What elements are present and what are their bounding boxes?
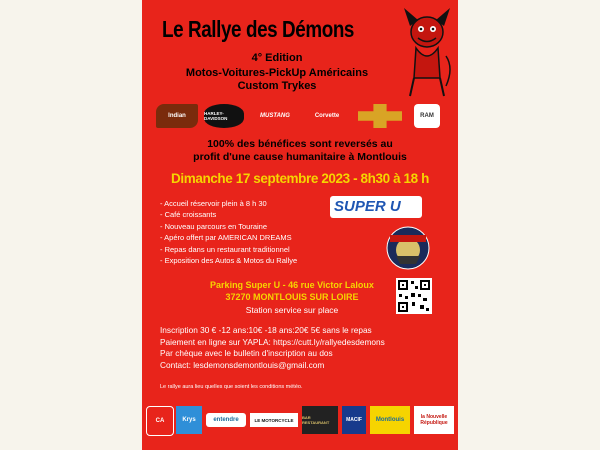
program-list xyxy=(160,198,297,266)
benefits-line-1: 100% des bénéfices sont reversés au xyxy=(207,138,393,150)
qr-code-icon xyxy=(396,278,432,314)
brand-logo xyxy=(358,104,402,128)
cheque-payment: Par chèque avec le bulletin d'inscription au dos xyxy=(160,348,333,359)
parking-address: Parking Super U - 46 rue Victor Laloux xyxy=(210,280,374,290)
sponsor-logo: BAR RESTAURANT xyxy=(302,406,338,434)
brand-logo: Indian xyxy=(156,104,198,128)
event-poster xyxy=(142,0,458,450)
devil-mascot-icon xyxy=(400,6,454,98)
list-item: - Repas dans un restaurant traditionnel xyxy=(160,244,290,254)
list-item: - Apéro offert par AMERICAN DREAMS xyxy=(160,233,292,243)
brand-logo: RAM xyxy=(414,104,440,128)
registration-info xyxy=(160,325,385,371)
edition-label: 4° Edition xyxy=(251,52,303,64)
benefits-line-2: profit d'une cause humanitaire à Montlouis xyxy=(193,151,407,163)
brand-logo: Corvette xyxy=(314,113,340,119)
american-dreams-logo-icon xyxy=(386,226,430,270)
vehicle-types-2: Custom Trykes xyxy=(237,80,317,92)
super-u-logo xyxy=(330,196,422,218)
contact-email: Contact: lesdemonsdemontlouis@gmail.com xyxy=(160,359,325,370)
parking-city: 37270 MONTLOUIS SUR LOIRE xyxy=(225,292,359,302)
sponsor-logo: Krys xyxy=(176,406,202,434)
vehicle-types: Motos-Voitures-PickUp Américains xyxy=(185,67,369,79)
list-item: - Nouveau parcours en Touraine xyxy=(160,221,268,231)
poster-title: Le Rallye des Démons xyxy=(162,16,355,42)
list-item: - Exposition des Autos & Motos du Rallye xyxy=(160,256,298,266)
online-payment: Paiement en ligne sur YAPLA: https://cutt.ly/rallyedesdemons xyxy=(160,336,385,347)
inscription-prices: Inscription 30 € -12 ans:10€ -18 ans:20€ 5€ sans le repas xyxy=(160,325,372,335)
super-u-label: SUPER U xyxy=(334,198,401,215)
station-info: Station service sur place xyxy=(245,305,339,315)
list-item: - Accueil réservoir plein à 8 h 30 xyxy=(160,199,267,208)
brand-logos xyxy=(156,104,448,130)
brand-logo: MUSTANG xyxy=(260,113,290,119)
event-date: Dimanche 17 septembre 2023 - 8h30 à 18 h xyxy=(171,171,429,186)
brand-logo: HARLEY-DAVIDSON xyxy=(204,104,244,128)
weather-note: Le rallye aura lieu quelles que soient les conditions météo. xyxy=(160,384,303,390)
sponsor-logo: entendre xyxy=(206,413,246,427)
sponsor-logo: MACIF xyxy=(342,406,366,434)
list-item: - Café croissants xyxy=(160,210,217,220)
sponsor-logo: Montlouis xyxy=(370,406,410,434)
sponsor-logos xyxy=(146,406,454,436)
sponsor-logo: LE MOTORCYCLE xyxy=(250,413,298,427)
sponsor-logo: la Nouvelle République xyxy=(414,406,454,434)
sponsor-logo: CA xyxy=(146,406,174,436)
